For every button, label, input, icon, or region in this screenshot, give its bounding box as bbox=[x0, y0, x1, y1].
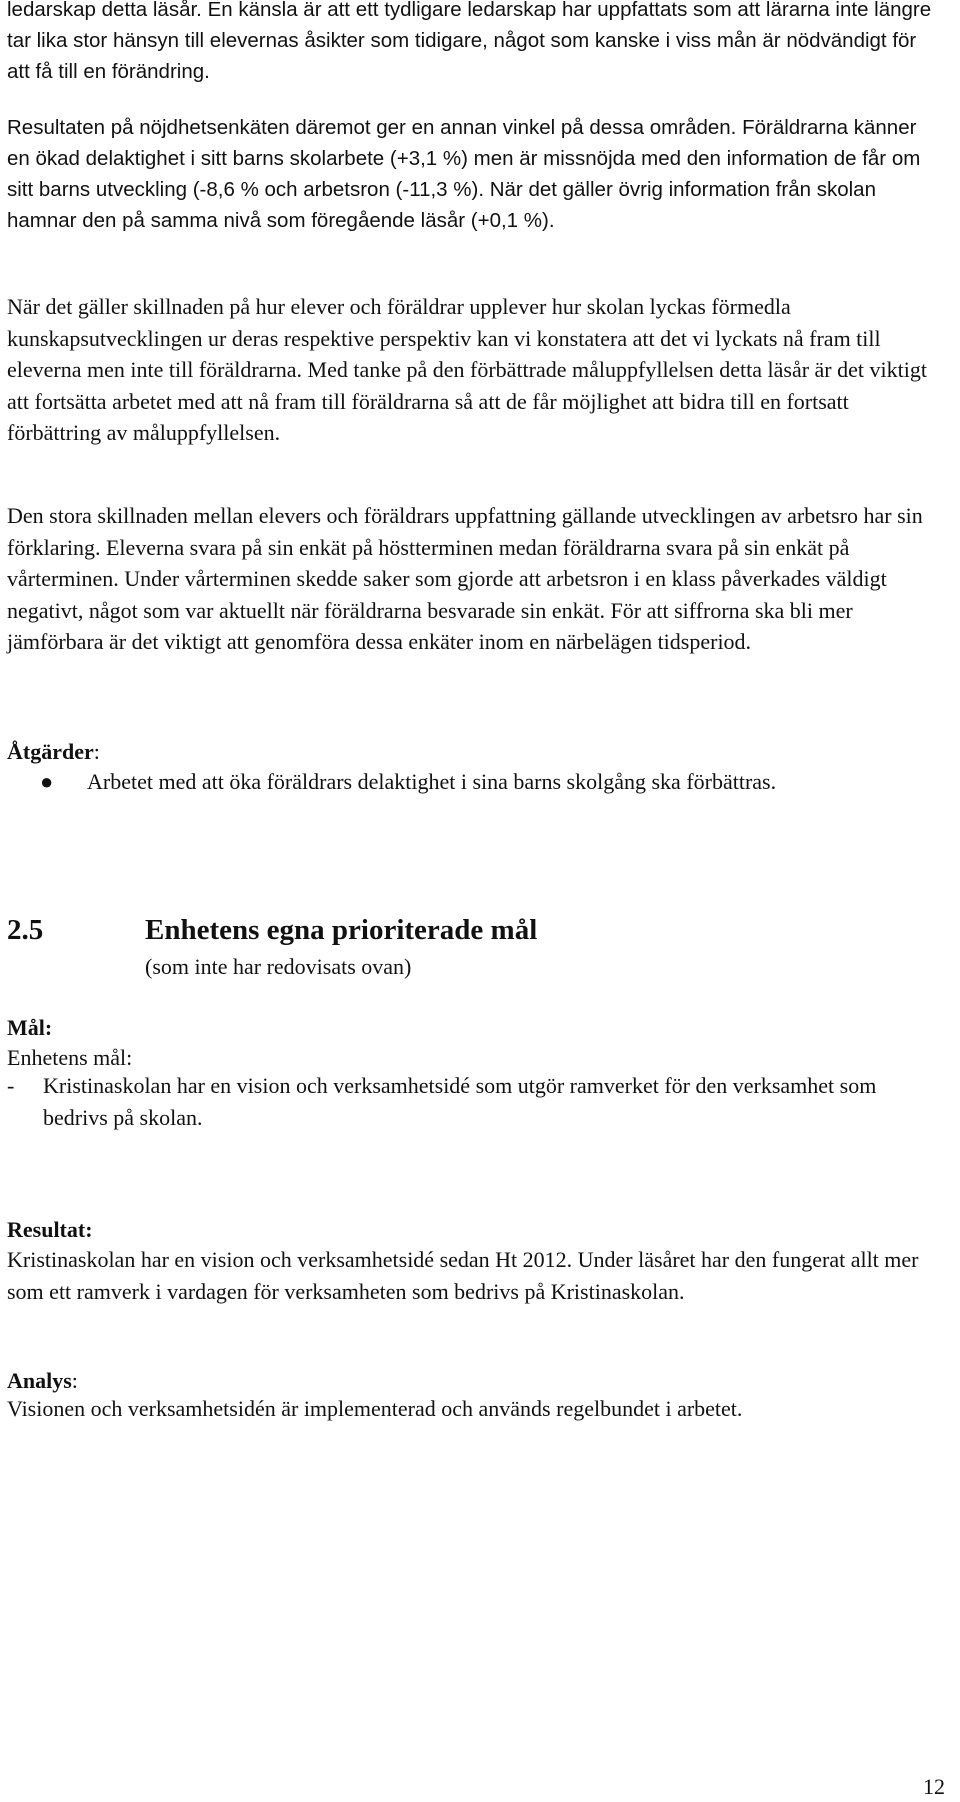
dash-icon: - bbox=[7, 1073, 15, 1098]
explanation-paragraph: Den stora skillnaden mellan elevers och föräldrars uppfattning gällande utvecklingen av arbetsro har sin förklaring. Eleverna svara på sin enkät på höstterminen medan föräldrarna svara på sin enkät på vårterminen. Under vårterminen skedde saker som gjorde att arbetsron i en klass påverkades väldigt negativt, något som var aktuellt när föräldrarna besvarade sin enkät. För att siffrorna ska bli mer jämförbara är det viktigt att genomföra dessa enkäter inom en närbelägen tidsperiod. bbox=[7, 503, 923, 654]
goal-list-item bbox=[7, 1070, 942, 1133]
section-title: Enhetens egna prioriterade mål bbox=[145, 914, 538, 946]
goal-label: Enhetens mål: bbox=[7, 1045, 133, 1070]
survey-paragraph: Resultaten på nöjdhetsenkäten däremot ger en annan vinkel på dessa områden. Föräldrarna känner en ökad delaktighet i sitt barns skolarbete (+3,1 %) men är missnöjda med den information de får om sitt barns utveckling (-8,6 % och arbetsron (-11,3 %). När det gäller övrig information från skolan hamnar den på samma nivå som föregående läsår (+0,1 %). bbox=[7, 116, 921, 232]
result-paragraph: Kristinaskolan har en vision och verksamhetsidé sedan Ht 2012. Under läsåret har den fungerat allt mer som ett ramverk i vardagen för verksamheten som bedrivs på Kristinaskolan. bbox=[7, 1247, 919, 1304]
intro-paragraph: ledarskap detta läsår. En känsla är att ett tydligare ledarskap har uppfattats som att lärarna inte längre tar lika stor hänsyn till elevernas åsikter som tidigare, något som kanske i viss mån är nödvändigt för att få till en förändring. bbox=[7, 0, 932, 83]
actions-heading-colon: : bbox=[93, 739, 100, 764]
actions-heading bbox=[7, 736, 942, 768]
analysis-heading bbox=[7, 1365, 942, 1397]
section-subtitle: (som inte har redovisats ovan) bbox=[145, 954, 412, 979]
bullet-icon: ● bbox=[40, 769, 54, 794]
actions-list-item bbox=[7, 766, 942, 798]
section-number: 2.5 bbox=[7, 914, 44, 946]
analysis-heading-label: Analys bbox=[7, 1368, 72, 1393]
actions-heading-label: Åtgärder bbox=[7, 739, 94, 764]
goal-heading: Mål: bbox=[7, 1015, 53, 1040]
result-heading: Resultat: bbox=[7, 1217, 93, 1242]
actions-list-item-text: Arbetet med att öka föräldrars delaktighet i sina barns skolgång ska förbättras. bbox=[87, 769, 777, 794]
goal-list-item-text: Kristinaskolan har en vision och verksamhetsidé som utgör ramverket för den verksamhet som bedrivs på skolan. bbox=[43, 1073, 877, 1130]
difference-paragraph: När det gäller skillnaden på hur elever och föräldrar upplever hur skolan lyckas förmedla kunskapsutvecklingen ur deras respektive perspektiv kan vi konstatera att det vi lyckats nå fram till eleverna men inte till föräldrarna. Med tanke på den förbättrade måluppfyllelsen detta läsår är det viktigt att fortsätta arbetet med att nå fram till föräldrarna så att de får möjlighet att bidra till en fortsatt förbättring av måluppfyllelsen. bbox=[7, 294, 927, 445]
page-number: 12 bbox=[923, 1773, 945, 1799]
analysis-paragraph: Visionen och verksamhetsidén är implementerad och används regelbundet i arbetet. bbox=[7, 1396, 743, 1421]
analysis-heading-colon: : bbox=[71, 1368, 78, 1393]
